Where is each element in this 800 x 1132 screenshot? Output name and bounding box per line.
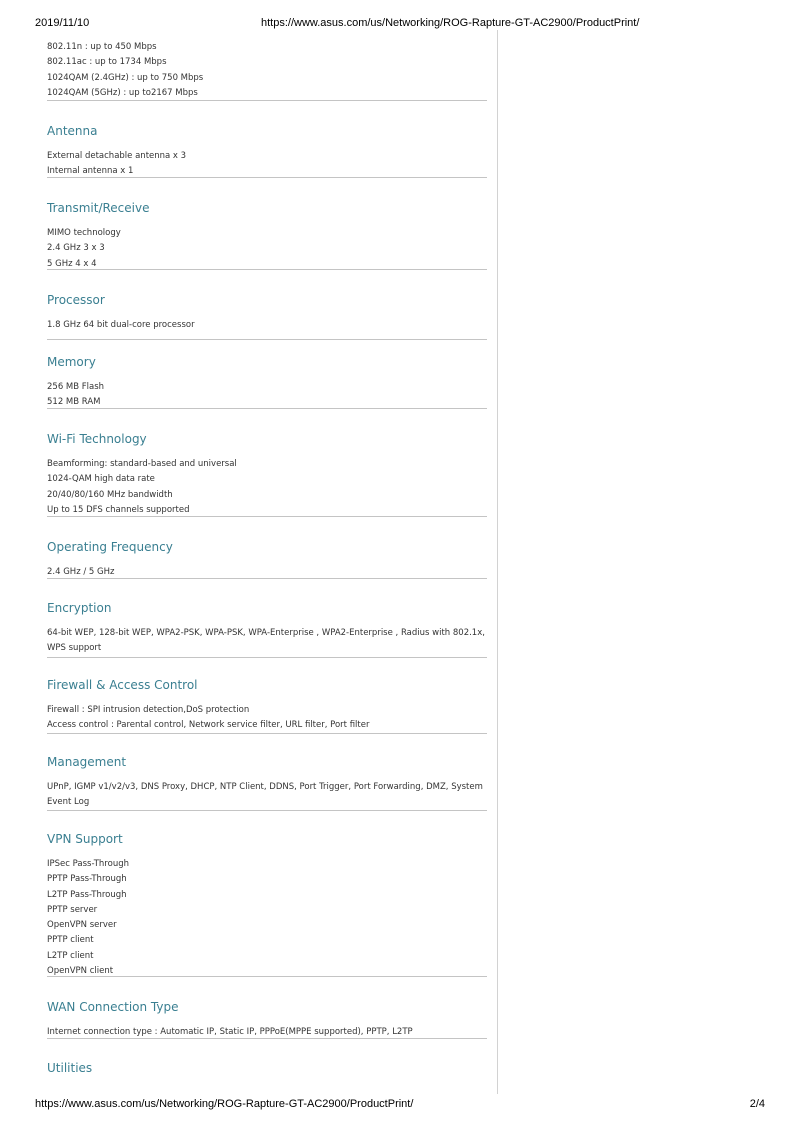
spec-line: 5 GHz 4 x 4 xyxy=(47,258,97,269)
divider xyxy=(47,578,487,579)
spec-line: L2TP client xyxy=(47,950,94,961)
spec-title: Wi-Fi Technology xyxy=(47,432,147,446)
spec-title: Transmit/Receive xyxy=(47,201,150,215)
spec-memory xyxy=(47,354,487,411)
spec-line: Firewall : SPI intrusion detection,DoS protection xyxy=(47,705,250,715)
spec-line: 802.11ac : up to 1734 Mbps xyxy=(47,57,167,68)
spec-operating-frequency xyxy=(47,539,487,580)
spec-line: MIMO technology xyxy=(47,228,121,238)
spec-line: OpenVPN client xyxy=(47,966,114,977)
spec-line: 2.4 GHz / 5 GHz xyxy=(47,567,115,577)
spec-line: UPnP, IGMP v1/v2/v3, DNS Proxy, DHCP, NTP Client, DDNS, Port Trigger, Port Forwarding, DMZ, System Event Log xyxy=(47,782,483,808)
spec-management xyxy=(47,754,487,811)
divider xyxy=(47,657,487,658)
spec-line: Beamforming: standard-based and universal xyxy=(47,459,237,469)
spec-line: PPTP client xyxy=(47,935,94,946)
spec-processor xyxy=(47,292,487,333)
spec-transmit-receive xyxy=(47,200,487,272)
divider xyxy=(47,733,487,734)
spec-line: 1024-QAM high data rate xyxy=(47,474,155,485)
spec-line: External detachable antenna x 3 xyxy=(47,151,187,161)
spec-antenna xyxy=(47,123,487,180)
spec-title: WAN Connection Type xyxy=(47,1000,179,1014)
spec-line: Internal antenna x 1 xyxy=(47,166,134,177)
spec-firewall-access-control xyxy=(47,677,487,734)
spec-line: PPTP server xyxy=(47,904,98,915)
divider xyxy=(47,1038,487,1039)
spec-line: 20/40/80/160 MHz bandwidth xyxy=(47,489,173,500)
spec-line: Access control : Parental control, Network service filter, URL filter, Port filter xyxy=(47,720,370,731)
print-header xyxy=(35,17,765,33)
divider xyxy=(47,516,487,517)
spec-title: Utilities xyxy=(47,1061,93,1075)
spec-title: Operating Frequency xyxy=(47,540,173,554)
print-footer-url: https://www.asus.com/us/Networking/ROG-Rapture-GT-AC2900/ProductPrint/ xyxy=(35,1098,414,1110)
spec-title: Processor xyxy=(47,293,105,307)
page-number: 2/4 xyxy=(749,1098,765,1110)
spec-title: Memory xyxy=(47,355,96,369)
spec-line: 802.11n : up to 450 Mbps xyxy=(47,42,157,52)
divider xyxy=(47,339,487,340)
divider xyxy=(47,269,487,270)
spec-line: 1.8 GHz 64 bit dual-core processor xyxy=(47,320,195,330)
spec-title: Antenna xyxy=(47,124,98,138)
print-footer xyxy=(35,1098,765,1114)
divider xyxy=(47,408,487,409)
spec-line: IPSec Pass-Through xyxy=(47,859,129,869)
spec-line: 1024QAM (2.4GHz) : up to 750 Mbps xyxy=(47,72,204,83)
spec-line: 1024QAM (5GHz) : up to2167 Mbps xyxy=(47,87,198,98)
spec-line: OpenVPN server xyxy=(47,920,117,931)
content-right-border xyxy=(497,30,498,1094)
spec-vpn-support xyxy=(47,831,487,979)
spec-encryption xyxy=(47,600,487,657)
print-date: 2019/11/10 xyxy=(35,17,90,29)
spec-wifi-technology xyxy=(47,431,487,518)
divider xyxy=(47,177,487,178)
spec-title: Management xyxy=(47,755,127,769)
divider xyxy=(47,100,487,101)
spec-title: Firewall & Access Control xyxy=(47,678,198,692)
spec-title: Encryption xyxy=(47,601,112,615)
spec-line: 64-bit WEP, 128-bit WEP, WPA2-PSK, WPA-PSK, WPA-Enterprise , WPA2-Enterprise , Radius with 802.1x, WPS support xyxy=(47,628,485,654)
spec-title: VPN Support xyxy=(47,832,123,846)
spec-line: Up to 15 DFS channels supported xyxy=(47,504,190,515)
spec-line: 512 MB RAM xyxy=(47,397,101,408)
divider xyxy=(47,810,487,811)
spec-line: PPTP Pass-Through xyxy=(47,874,127,885)
spec-wan-connection-type xyxy=(47,999,487,1040)
spec-line: 256 MB Flash xyxy=(47,382,105,392)
divider xyxy=(47,976,487,977)
spec-lines xyxy=(47,40,487,101)
spec-line: 2.4 GHz 3 x 3 xyxy=(47,243,105,254)
spec-line: Internet connection type : Automatic IP, Static IP, PPPoE(MPPE supported), PPTP, L2TP xyxy=(47,1027,413,1037)
print-header-url: https://www.asus.com/us/Networking/ROG-Rapture-GT-AC2900/ProductPrint/ xyxy=(261,17,640,29)
spec-line: L2TP Pass-Through xyxy=(47,889,127,900)
spec-continued-wireless-rate xyxy=(47,40,487,101)
spec-utilities xyxy=(47,1060,487,1076)
